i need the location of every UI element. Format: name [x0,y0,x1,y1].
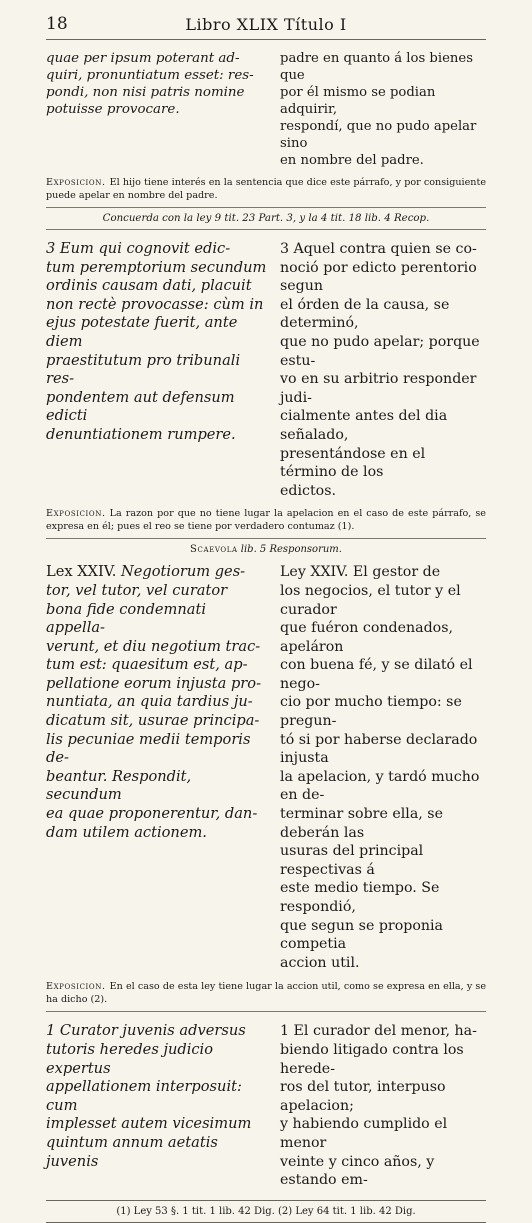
spanish-line: la apelacion, y tardó mucho en de- [280,768,480,804]
latin-line: appellationem interposuit: cum [46,1078,242,1114]
jurist-source: lib. 5 Responsorum. [240,544,342,556]
spanish-line: cio por mucho tiempo: se pregun- [280,694,462,730]
latin-line: tutoris heredes judicio expertus [46,1040,214,1077]
latin-line: ordinis causam dati, placuit [46,277,252,295]
section-divider [46,229,486,230]
spanish-line: presentándose en el término de los [280,445,426,481]
exposicion-label: Exposicion. [46,177,106,188]
spanish-column [280,1022,486,1189]
exposicion-text: La razon por que no tiene lugar la apelacion en el caso de este párrafo, se expresa en él; pues el reo se tiene por verdadero contumaz (1). [46,508,486,533]
spanish-line: los negocios, el tutor y el curador [280,582,461,618]
latin-line: verunt, et diu negotium trac- [46,637,261,655]
latin-line: potuisse provocare. [46,102,180,117]
latin-line: ea quae proponerentur, dan- [46,805,258,823]
latin-line: 1 Curator juvenis adversus [46,1022,246,1040]
spanish-column [280,50,486,169]
latin-column [46,1022,268,1189]
spanish-line: el órden de la causa, se determinó, [280,296,450,332]
page [46,12,486,1223]
spanish-line: noció por edicto perentorio segun [280,259,477,295]
spanish-line: edictos. [280,482,336,499]
block-continuation [46,50,486,169]
latin-line: quintum annum aetatis juvenis [46,1133,218,1170]
latin-column [46,240,268,500]
latin-line: pondi, non nisi patris nomine [46,85,245,100]
spanish-line: tó si por haberse declarado injusta [280,731,478,767]
exposicion-text: El hijo tiene interés en la sentencia que dice este párrafo, y por consiguiente puede apelar en nombre del padre. [46,177,486,201]
header-rule [46,39,486,40]
latin-line: pondentem aut defensum edicti [46,388,235,425]
latin-line: pellatione eorum injusta pro- [46,674,262,692]
latin-line: ejus potestate fuerit, ante diem [46,314,238,350]
latin-line: dicatum sit, usurae principa- [46,712,260,730]
exposicion-note [46,980,486,1006]
latin-line: implesset autem vicesimum [46,1115,252,1133]
page-header [46,12,486,38]
exposicion-label: Exposicion. [46,508,106,520]
spanish-line: Ley XXIV. El gestor de [280,564,441,581]
concordance-note: Concuerda con la ley 9 tit. 23 Part. 3, y la 4 tit. 18 lib. 4 Recop. [102,213,430,224]
exposicion-text: En el caso de esta ley tiene lugar la accion util, como se expresa en ella, y se ha dicho (2). [46,981,486,1006]
latin-line: non rectè provocasse: cùm in [46,295,264,313]
footnote-rule [46,1200,486,1201]
spanish-line: respondí, que no pudo apelar sino [280,119,477,151]
exposicion-note [46,507,486,533]
spanish-column [280,240,486,500]
latin-line: beantur. Respondit, secundum [46,767,192,804]
spanish-line: ros del tutor, interpuso apelacion; [280,1079,446,1114]
latin-line: bona fide condemnati appella- [46,600,207,637]
exposicion-note [46,176,486,202]
latin-line: quae per ipsum poterant ad- [46,51,240,66]
spanish-line: este medio tiempo. Se respondió, [280,880,440,915]
section-divider [46,538,486,539]
law-heading: Ley XXIV. [280,564,349,581]
spanish-line: por él mismo se podian adquirir, [280,85,436,117]
latin-line: tum est: quaesitum est, ap- [46,656,248,674]
spanish-line: que fuéron condenados, apeláron [280,620,453,655]
spanish-line: y habiendo cumplido el menor [280,1116,448,1151]
spanish-line: terminar sobre ella, se deberán las [280,806,443,841]
spanish-line: biendo litigado contra los herede- [280,1041,464,1077]
latin-line: quiri, pronuntiatum esset: res- [46,68,254,83]
spanish-line: accion util. [280,954,360,971]
latin-line: tum peremptorium secundum [46,258,267,276]
latin-line: tor, vel tutor, vel curator [46,581,228,599]
jurist-attribution [46,544,486,555]
exposicion-label: Exposicion. [46,981,106,993]
law-heading: Lex XXIV. [46,563,117,581]
latin-column [46,563,268,972]
latin-line: Lex XXIV. Negotiorum ges- [46,563,246,581]
spanish-line: 1 El curador del menor, ha- [280,1023,477,1040]
spanish-line: con buena fé, y se dilató el nego- [280,657,473,692]
latin-line: nuntiata, an quia tardius ju- [46,693,253,711]
footnotes: (1) Ley 53 §. 1 tit. 1 lib. 42 Dig. (2) Ley 64 tit. 1 lib. 42 Dig. [116,1205,416,1217]
latin-line: dam utilem actionem. [46,823,207,841]
latin-line: 3 Eum qui cognovit edic- [46,240,231,257]
paragraph-1 [46,1022,486,1189]
spanish-line: vo en su arbitrio responder judi- [280,371,477,406]
jurist-name: Scaevola [190,544,238,556]
spanish-line: usuras del principal respectivas á [280,843,424,878]
spanish-line: que segun se proponia competia [280,917,444,953]
page-number: 18 [46,14,68,34]
paragraph-3 [46,240,486,500]
latin-line: denuntiationem rumpere. [46,425,236,443]
latin-line: lis pecuniae medii temporis de- [46,730,251,767]
spanish-line: veinte y cinco años, y estando em- [280,1153,435,1189]
latin-column [46,50,268,169]
running-title: Libro XLIX Título I [185,15,347,34]
spanish-line: que no pudo apelar; porque estu- [280,333,480,369]
spanish-line: cialmente antes del dia señalado, [280,408,448,443]
lex-xxiv [46,563,486,972]
spanish-line: en nombre del padre. [280,153,424,168]
section-divider [46,1011,486,1012]
spanish-line: padre en quanto á los bienes que [280,51,473,83]
latin-line: praestitutum pro tribunali res- [46,351,241,388]
spanish-column [280,563,486,972]
section-divider [46,207,486,208]
spanish-line: 3 Aquel contra quien se co- [280,241,477,257]
